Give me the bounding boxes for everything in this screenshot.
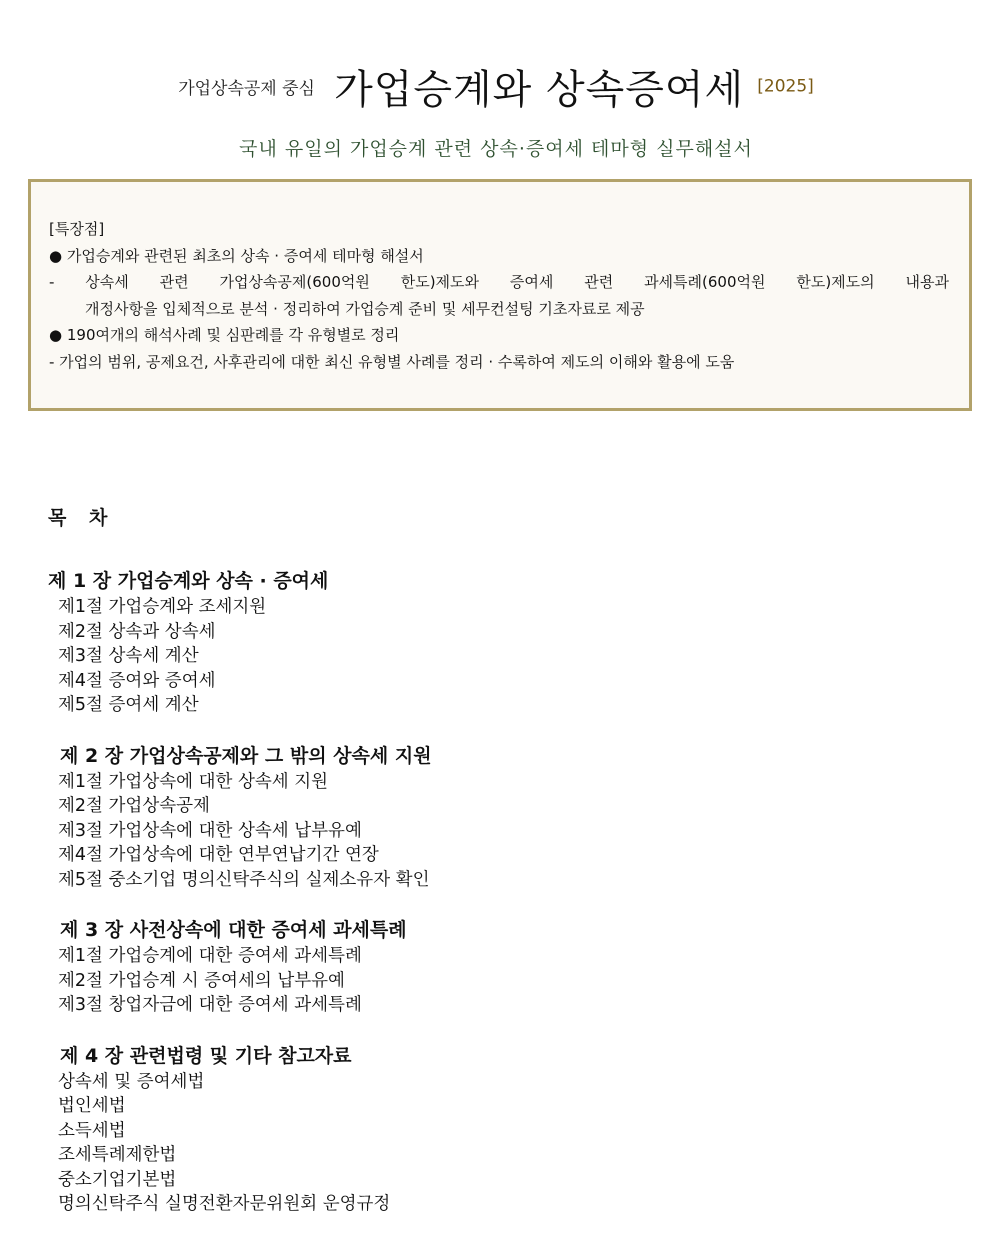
section-item: 제2절 가업상속공제	[58, 796, 210, 816]
section-item: 소득세법	[58, 1120, 126, 1141]
feature-detail-2: - 가업의 범위, 공제요건, 사후관리에 대한 최신 유형별 사례를 정리 · 수록하여 제도의 이해와 활용에 도움	[49, 352, 735, 371]
features-box	[28, 179, 972, 411]
section-item: 제4절 가업상속에 대한 연부연납기간 연장	[58, 845, 379, 865]
section-item: 법인세법	[58, 1096, 126, 1116]
feature-bullet-2: ● 190여개의 해석사례 및 심판례를 각 유형별로 정리	[49, 326, 400, 344]
chapter-2	[48, 742, 948, 893]
section-item: 제3절 가업상속에 대한 상속세 납부유예	[58, 820, 362, 841]
section-item: 제1절 가업승계와 조세지원	[58, 597, 267, 617]
section-item: 제1절 가업상속에 대한 상속세 지원	[58, 771, 329, 792]
toc-heading: 목 차	[48, 507, 116, 529]
chapter-3	[48, 916, 948, 1018]
section-item: 제4절 증여와 증여세	[58, 670, 216, 691]
table-of-contents	[48, 567, 948, 1241]
feature-bullet-1: ● 가업승계와 관련된 최초의 상속 · 증여세 테마형 해설서	[49, 246, 424, 265]
section-item: 제2절 상속과 상속세	[58, 621, 216, 642]
subtitle: 국내 유일의 가업승계 관련 상속·증여세 테마형 실무해설서	[239, 138, 753, 160]
section-item: 제3절 상속세 계산	[58, 646, 199, 666]
section-item: 제2절 가업승계 시 증여세의 납부유예	[58, 970, 345, 991]
section-item: 중소기업기본법	[58, 1169, 177, 1190]
section-item: 제1절 가업승계에 대한 증여세 과세특례	[58, 946, 362, 966]
chapter-4	[48, 1042, 948, 1217]
section-item: 제5절 중소기업 명의신탁주식의 실제소유자 확인	[58, 869, 430, 890]
edition-year: [2025]	[757, 76, 814, 97]
features-heading: [특장점]	[49, 220, 105, 238]
chapter-title: 제 4 장 관련법령 및 기타 참고자료	[60, 1044, 352, 1067]
chapter-title: 제 3 장 사전상속에 대한 증여세 과세특례	[60, 919, 407, 941]
section-item: 조세특례제한법	[58, 1145, 177, 1165]
section-item: 명의신탁주식 실명전환자문위원회 운영규정	[58, 1194, 391, 1214]
section-item: 상속세 및 증여세법	[58, 1071, 205, 1092]
chapter-1	[48, 567, 948, 718]
chapter-title: 제 2 장 가업상속공제와 그 밖의 상속세 지원	[60, 744, 432, 767]
book-title: 가업승계와 상속증여세	[334, 67, 745, 113]
pre-title: 가업상속공제 중심	[178, 79, 315, 99]
feature-detail-1-line-1: - 상속세 관련 가업상속공제(600억원 한도)제도와 증여세 관련 과세특례(600억원 한도)제도의 내용과	[49, 273, 949, 291]
feature-detail-1-line-2: 개정사항을 입체적으로 분석 · 정리하여 가업승계 준비 및 세무컨설팅 기초자료로 제공	[85, 299, 645, 318]
title-row	[0, 58, 992, 115]
section-item: 제5절 증여세 계산	[58, 695, 199, 715]
chapter-title: 제 1 장 가업승계와 상속 · 증여세	[48, 570, 329, 592]
section-item: 제3절 창업자금에 대한 증여세 과세특례	[58, 995, 362, 1015]
